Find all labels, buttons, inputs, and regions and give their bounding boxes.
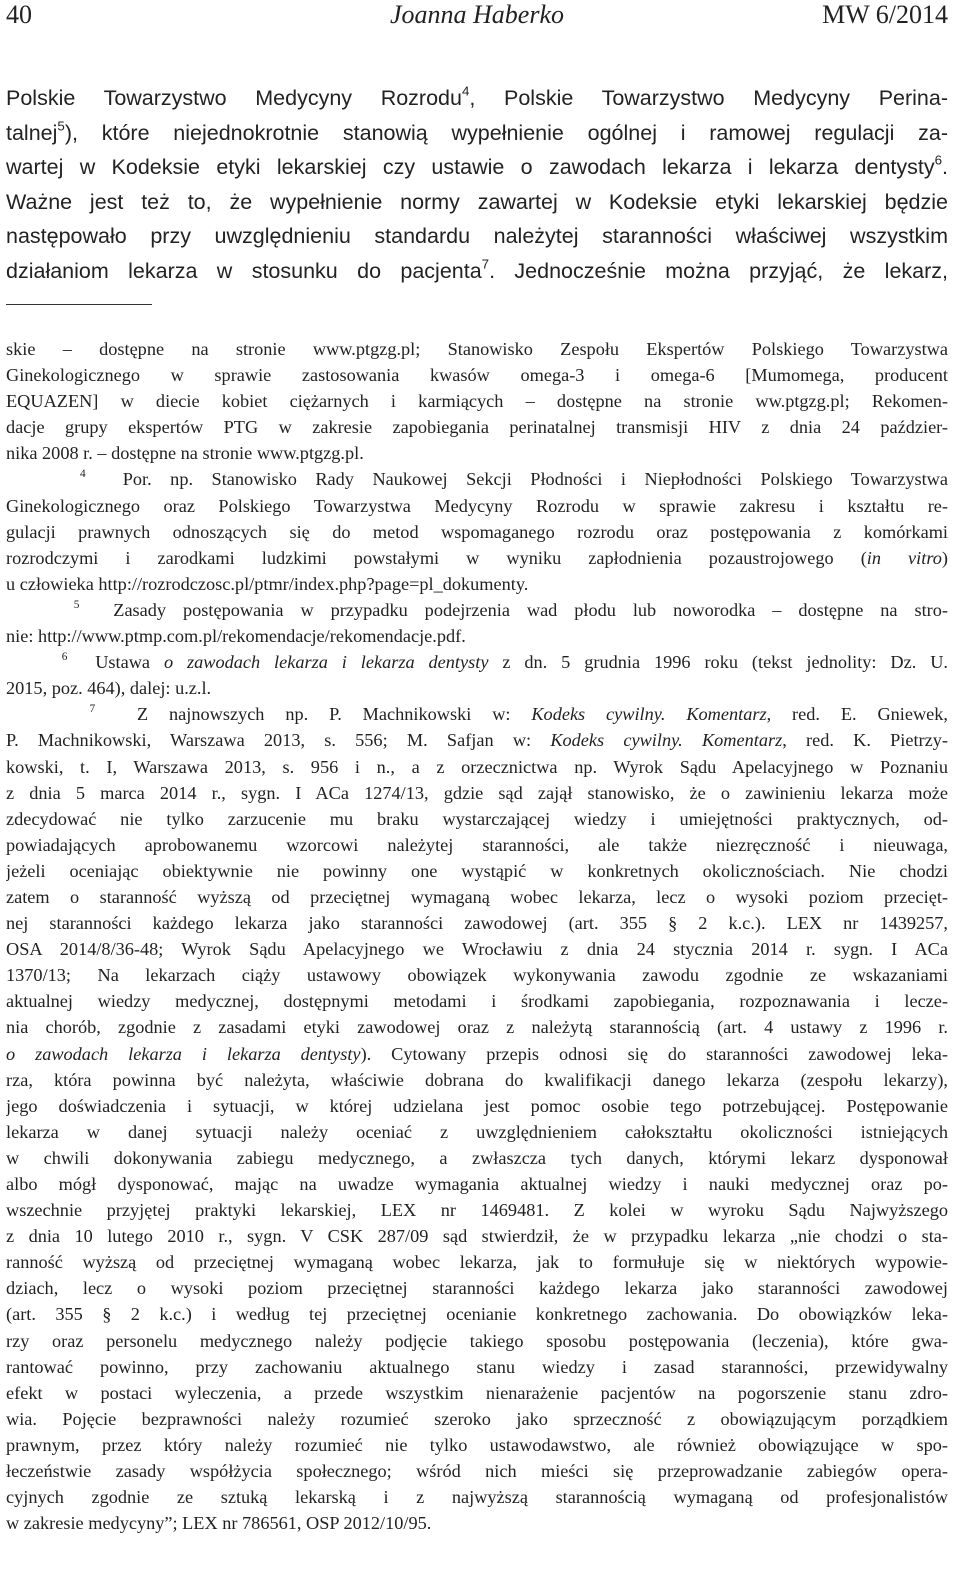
- text-run: Kodeks cywilny. Komentarz: [531, 704, 767, 725]
- text-run: 1370/13; Na lekarzach ciąży ustawowy obowiązek wykonywania zawodu zgodnie ze wskazaniami: [6, 965, 948, 986]
- text-run: , red. E. Gniewek,: [766, 704, 948, 725]
- journal-issue: MW 6/2014: [822, 0, 948, 29]
- page-number: 40: [6, 0, 32, 29]
- footnote-line: [6, 1510, 948, 1536]
- text-run: gulacji prawnych odnoszących się do metod wspomaganego rozrodu oraz postępowania z komórkami: [6, 521, 948, 542]
- running-header: [6, 0, 948, 30]
- footnote-line: [6, 1354, 948, 1380]
- footnote-line: [6, 1014, 948, 1040]
- text-run: ): [941, 547, 948, 568]
- body-line: [6, 116, 948, 151]
- footnote-line: [6, 519, 948, 545]
- footnote-line: [6, 466, 948, 492]
- footnote-line: [6, 1328, 948, 1354]
- footnote-marker: 7: [89, 703, 96, 716]
- footnote-marker: 7: [481, 256, 490, 272]
- footnote-line: [6, 414, 948, 440]
- text-run: ranność wyższą od przeciętnej wymaganą wobec lekarza, jak to formułuje się w niektórych wypowie-: [6, 1252, 948, 1273]
- text-run: Polskie Towarzystwo Medycyny Rozrodu: [6, 86, 462, 110]
- footnote-marker: 5: [73, 599, 80, 611]
- footnote-line: [6, 1484, 948, 1510]
- text-run: zatem o staranność wyższą od przeciętnej wymaganą wobec lekarza, lecz o wysoki poziom przecięt-: [6, 886, 948, 907]
- text-run: nie: http://www.ptmp.com.pl/rekomendacje/rekomendacje.pdf.: [6, 626, 466, 647]
- text-run: efekt w postaci wyleczenia, a przede wszystkim nienarażenie pacjentów na pogorszenie stanu zdro-: [6, 1382, 948, 1403]
- text-run: prawnym, przez który należy rozumieć nie tylko ustawodawstwo, ale również obowiązujące w spo-: [6, 1434, 948, 1455]
- footnotes: [6, 336, 948, 1536]
- footnote-line: [6, 493, 948, 519]
- text-run: in vitro: [866, 547, 942, 568]
- text-run: OSA 2014/8/36-48; Wyrok Sądu Apelacyjnego we Wrocławiu z dnia 24 stycznia 2014 r. sygn. I ACa: [6, 939, 948, 960]
- body-line: [6, 254, 948, 289]
- text-run: z dn. 5 grudnia 1996 roku (tekst jednolity: Dz. U.: [488, 652, 948, 673]
- footnote-line: [6, 884, 948, 910]
- body-line: [6, 185, 948, 220]
- footnote-line: [6, 936, 948, 962]
- footnote-line: [6, 806, 948, 832]
- footnote-line: [6, 988, 948, 1014]
- text-run: jego doświadczenia i sytuacji, w której udzielana jest pomoc osobie tego potrzebującej. Postępowanie: [6, 1095, 948, 1116]
- footnote-line: [6, 1432, 948, 1458]
- text-run: talnej: [6, 120, 58, 145]
- footnote-line: [6, 388, 948, 414]
- text-run: Ważne jest też to, że wypełnienie normy zawartej w Kodeksie etyki lekarskiej będzie: [6, 189, 948, 214]
- text-run: powiadających aprobowanemu wzorcowi należytej staranności, ale także niezręczność i nieuwaga,: [6, 834, 948, 855]
- footnote-line: [6, 1458, 948, 1484]
- body-line: [6, 81, 948, 116]
- text-run: wszechnie przyjętej praktyki lekarskiej, LEX nr 1469481. Z kolei w wyroku Sądu Najwyższego: [6, 1200, 948, 1221]
- text-run: rozrodczymi i zarodkami ludzkimi powstałymi w wyniku zapłodnienia pozaustrojowego (: [6, 547, 867, 568]
- text-run: Kodeks cywilny. Komentarz: [550, 730, 783, 751]
- text-run: kowski, t. I, Warszawa 2013, s. 956 i n., a z orzecznictwa np. Wyrok Sądu Apelacyjnego w Poznaniu: [6, 756, 948, 777]
- footnote-marker: 4: [80, 468, 86, 481]
- text-run: łeczeństwie zasady współżycia społecznego; wśród nich mieści się przeprowadzanie zabiegów opera-: [6, 1461, 948, 1482]
- footnote-line: [6, 1197, 948, 1223]
- text-run: [6, 652, 62, 672]
- text-run: EQUAZEN] w diecie kobiet ciężarnych i karmiących – dostępne na stronie ww.ptgzg.pl; Rekomen-: [6, 391, 948, 412]
- footnote-line: [6, 1171, 948, 1197]
- footnote-line: [6, 623, 948, 649]
- text-run: ), które niejednokrotnie stanowią wypełnienie ogólnej i ramowej regulacji za-: [64, 120, 948, 145]
- text-run: , Polskie Towarzystwo Medycyny Perina-: [469, 86, 948, 110]
- text-run: następowało przy uwzględnieniu standardu należytej staranności właściwej wszystkim: [6, 224, 948, 248]
- text-run: Ustawa: [67, 652, 164, 673]
- text-run: skie – dostępne na stronie www.ptgzg.pl; Stanowisko Zespołu Ekspertów Polskiego Towarzystwa: [6, 339, 948, 359]
- footnote-line: [6, 754, 948, 780]
- text-run: wia. Pojęcie bezprawności należy rozumieć szeroko jako sprzeczność z obowiązującym porządkiem: [6, 1408, 948, 1429]
- text-run: Ginekologicznego oraz Polskiego Towarzystwa Medycyny Rozrodu w sprawie zakresu i kształtu re-: [6, 495, 948, 516]
- footnote-line: [6, 1041, 948, 1067]
- footnote-marker: 4: [461, 83, 470, 99]
- text-run: Ginekologicznego w sprawie zastosowania kwasów omega-3 i omega-6 [Mumomega, producent: [6, 365, 948, 386]
- text-run: z dnia 10 lutego 2010 r., sygn. V CSK 287/09 sąd stwierdził, że w przypadku lekarza „nie chodzi o sta-: [6, 1226, 948, 1247]
- footnote-line: [6, 962, 948, 988]
- journal-page: [6, 0, 948, 1580]
- text-run: nika 2008 r. – dostępne na stronie www.ptgzg.pl.: [6, 443, 364, 464]
- footnote-line: [6, 597, 948, 623]
- text-run: rantować powinno, przy zachowaniu aktualnego stanu wiedzy i zasad staranności, przewidywalny: [6, 1356, 948, 1377]
- text-run: Z najnowszych np. P. Machnikowski w:: [95, 704, 532, 725]
- text-run: dziach, lecz o wysoki poziom przeciętnej staranności każdego lekarza jako staranności zawodowej: [6, 1278, 948, 1299]
- text-run: Zasady postępowania w przypadku podejrzenia wad płodu lub noworodka – dostępne na stro-: [79, 599, 948, 620]
- text-run: , red. K. Pietrzy-: [782, 730, 948, 751]
- text-run: nej staranności każdego lekarza jako staranności zawodowej (art. 355 § 2 k.c.). LEX nr 1439257,: [6, 913, 948, 934]
- footnote-line: [6, 675, 948, 701]
- footnote-marker: 6: [934, 152, 943, 168]
- text-run: o zawodach lekarza i lekarza dentysty: [163, 652, 489, 673]
- footnote-line: [6, 1067, 948, 1093]
- footnote-separator: [6, 304, 152, 305]
- text-run: rzy oraz personelu medycznego należy podjęcie takiego sposobu postępowania (leczenia), które gwa-: [6, 1330, 948, 1351]
- text-run: o zawodach lekarza i lekarza dentysty: [6, 1043, 361, 1064]
- text-run: (art. 355 § 2 k.c.) i według tej przeciętnej ocenianie konkretnego zachowania. Do obowiązków leka-: [6, 1304, 948, 1325]
- text-run: Por. np. Stanowisko Rady Naukowej Sekcji Płodności i Niepłodności Polskiego Towarzystwa: [85, 469, 948, 490]
- text-run: [6, 469, 80, 489]
- running-author: Joanna Haberko: [389, 0, 564, 29]
- footnote-line: [6, 649, 948, 675]
- text-run: jeżeli oceniając obiektywnie nie powinny one wystąpić w konkretnych okolicznościach. Nie chodzi: [6, 860, 948, 881]
- footnote-line: [6, 545, 948, 571]
- text-run: wartej w Kodeksie etyki lekarskiej czy ustawie o zawodach lekarza i lekarza dentysty: [6, 155, 935, 179]
- text-run: z dnia 5 marca 2014 r., sygn. I ACa 1274/13, gdzie sąd zajął stanowisko, że o zawinieniu lekarza może: [6, 782, 948, 803]
- text-run: [6, 600, 74, 620]
- footnote-marker: 5: [57, 118, 65, 134]
- text-run: aktualnej wiedzy medycznej, dostępnymi metodami i środkami zapobiegania, rozpoznawania i lecze-: [6, 991, 948, 1012]
- text-run: cyjnych zgodnie ze sztuką lekarską i z najwyższą starannością wymaganą od profesjonalistów: [6, 1487, 948, 1508]
- text-run: nia chorób, zgodnie z zasadami etyki zawodowej oraz z należytą starannością (art. 4 ustawy z 1996 r.: [6, 1017, 948, 1038]
- footnote-line: [6, 1119, 948, 1145]
- footnote-line: [6, 858, 948, 884]
- text-run: u człowieka http://rozrodczosc.pl/ptmr/index.php?page=pl_dokumenty.: [6, 573, 529, 594]
- text-run: dacje grupy ekspertów PTG w zakresie zapobiegania perinatalnej transmisji HIV z dnia 24 paździer-: [6, 417, 948, 438]
- footnote-line: [6, 1406, 948, 1432]
- footnote-line: [6, 1093, 948, 1119]
- main-text: [6, 81, 948, 288]
- text-run: ). Cytowany przepis odnosi się do staranności zawodowej leka-: [360, 1043, 948, 1064]
- text-run: lekarza w danej sytuacji należy oceniać z uwzględnieniem całokształtu okoliczności istniejących: [6, 1121, 948, 1142]
- footnote-line: [6, 1223, 948, 1249]
- footnote-line: [6, 440, 948, 466]
- text-run: 2015, poz. 464), dalej: u.z.l.: [6, 678, 212, 699]
- footnote-line: [6, 571, 948, 597]
- body-line: [6, 150, 948, 185]
- footnote-line: [6, 1275, 948, 1301]
- text-run: w zakresie medycyny”; LEX nr 786561, OSP 2012/10/95.: [6, 1513, 432, 1534]
- footnote-line: [6, 362, 948, 388]
- footnote-line: [6, 910, 948, 936]
- footnote-line: [6, 1249, 948, 1275]
- footnote-line: [6, 1301, 948, 1327]
- text-run: [6, 704, 90, 724]
- body-line: [6, 219, 948, 254]
- footnote-line: [6, 832, 948, 858]
- footnote-line: [6, 336, 948, 362]
- footnote-marker: 6: [61, 651, 68, 664]
- text-run: rza, która powinna być należyta, właściwie dobrana do kwalifikacji danego lekarza (zespołu lekarzy),: [6, 1069, 948, 1090]
- text-run: zdecydować nie tylko zarzucenie mu braku wystarczającej wiedzy i umiejętności praktycznych, od-: [6, 808, 948, 829]
- footnote-line: [6, 1145, 948, 1171]
- footnote-line: [6, 1380, 948, 1406]
- text-run: albo mógł dysponować, mając na uwadze wymagania aktualnej wiedzy i nauki medycznej oraz po-: [6, 1174, 948, 1194]
- footnote-line: [6, 780, 948, 806]
- footnote-line: [6, 727, 948, 753]
- text-run: działaniom lekarza w stosunku do pacjenta: [6, 258, 482, 283]
- text-run: w chwili dokonywania zabiegu medycznego, a zwłaszcza tych danych, którymi lekarz dysponował: [6, 1147, 948, 1168]
- text-run: . Jednocześnie można przyjąć, że lekarz,: [489, 258, 948, 283]
- text-run: P. Machnikowski, Warszawa 2013, s. 556; M. Safjan w:: [6, 730, 551, 751]
- text-run: .: [942, 155, 948, 179]
- footnote-line: [6, 701, 948, 727]
